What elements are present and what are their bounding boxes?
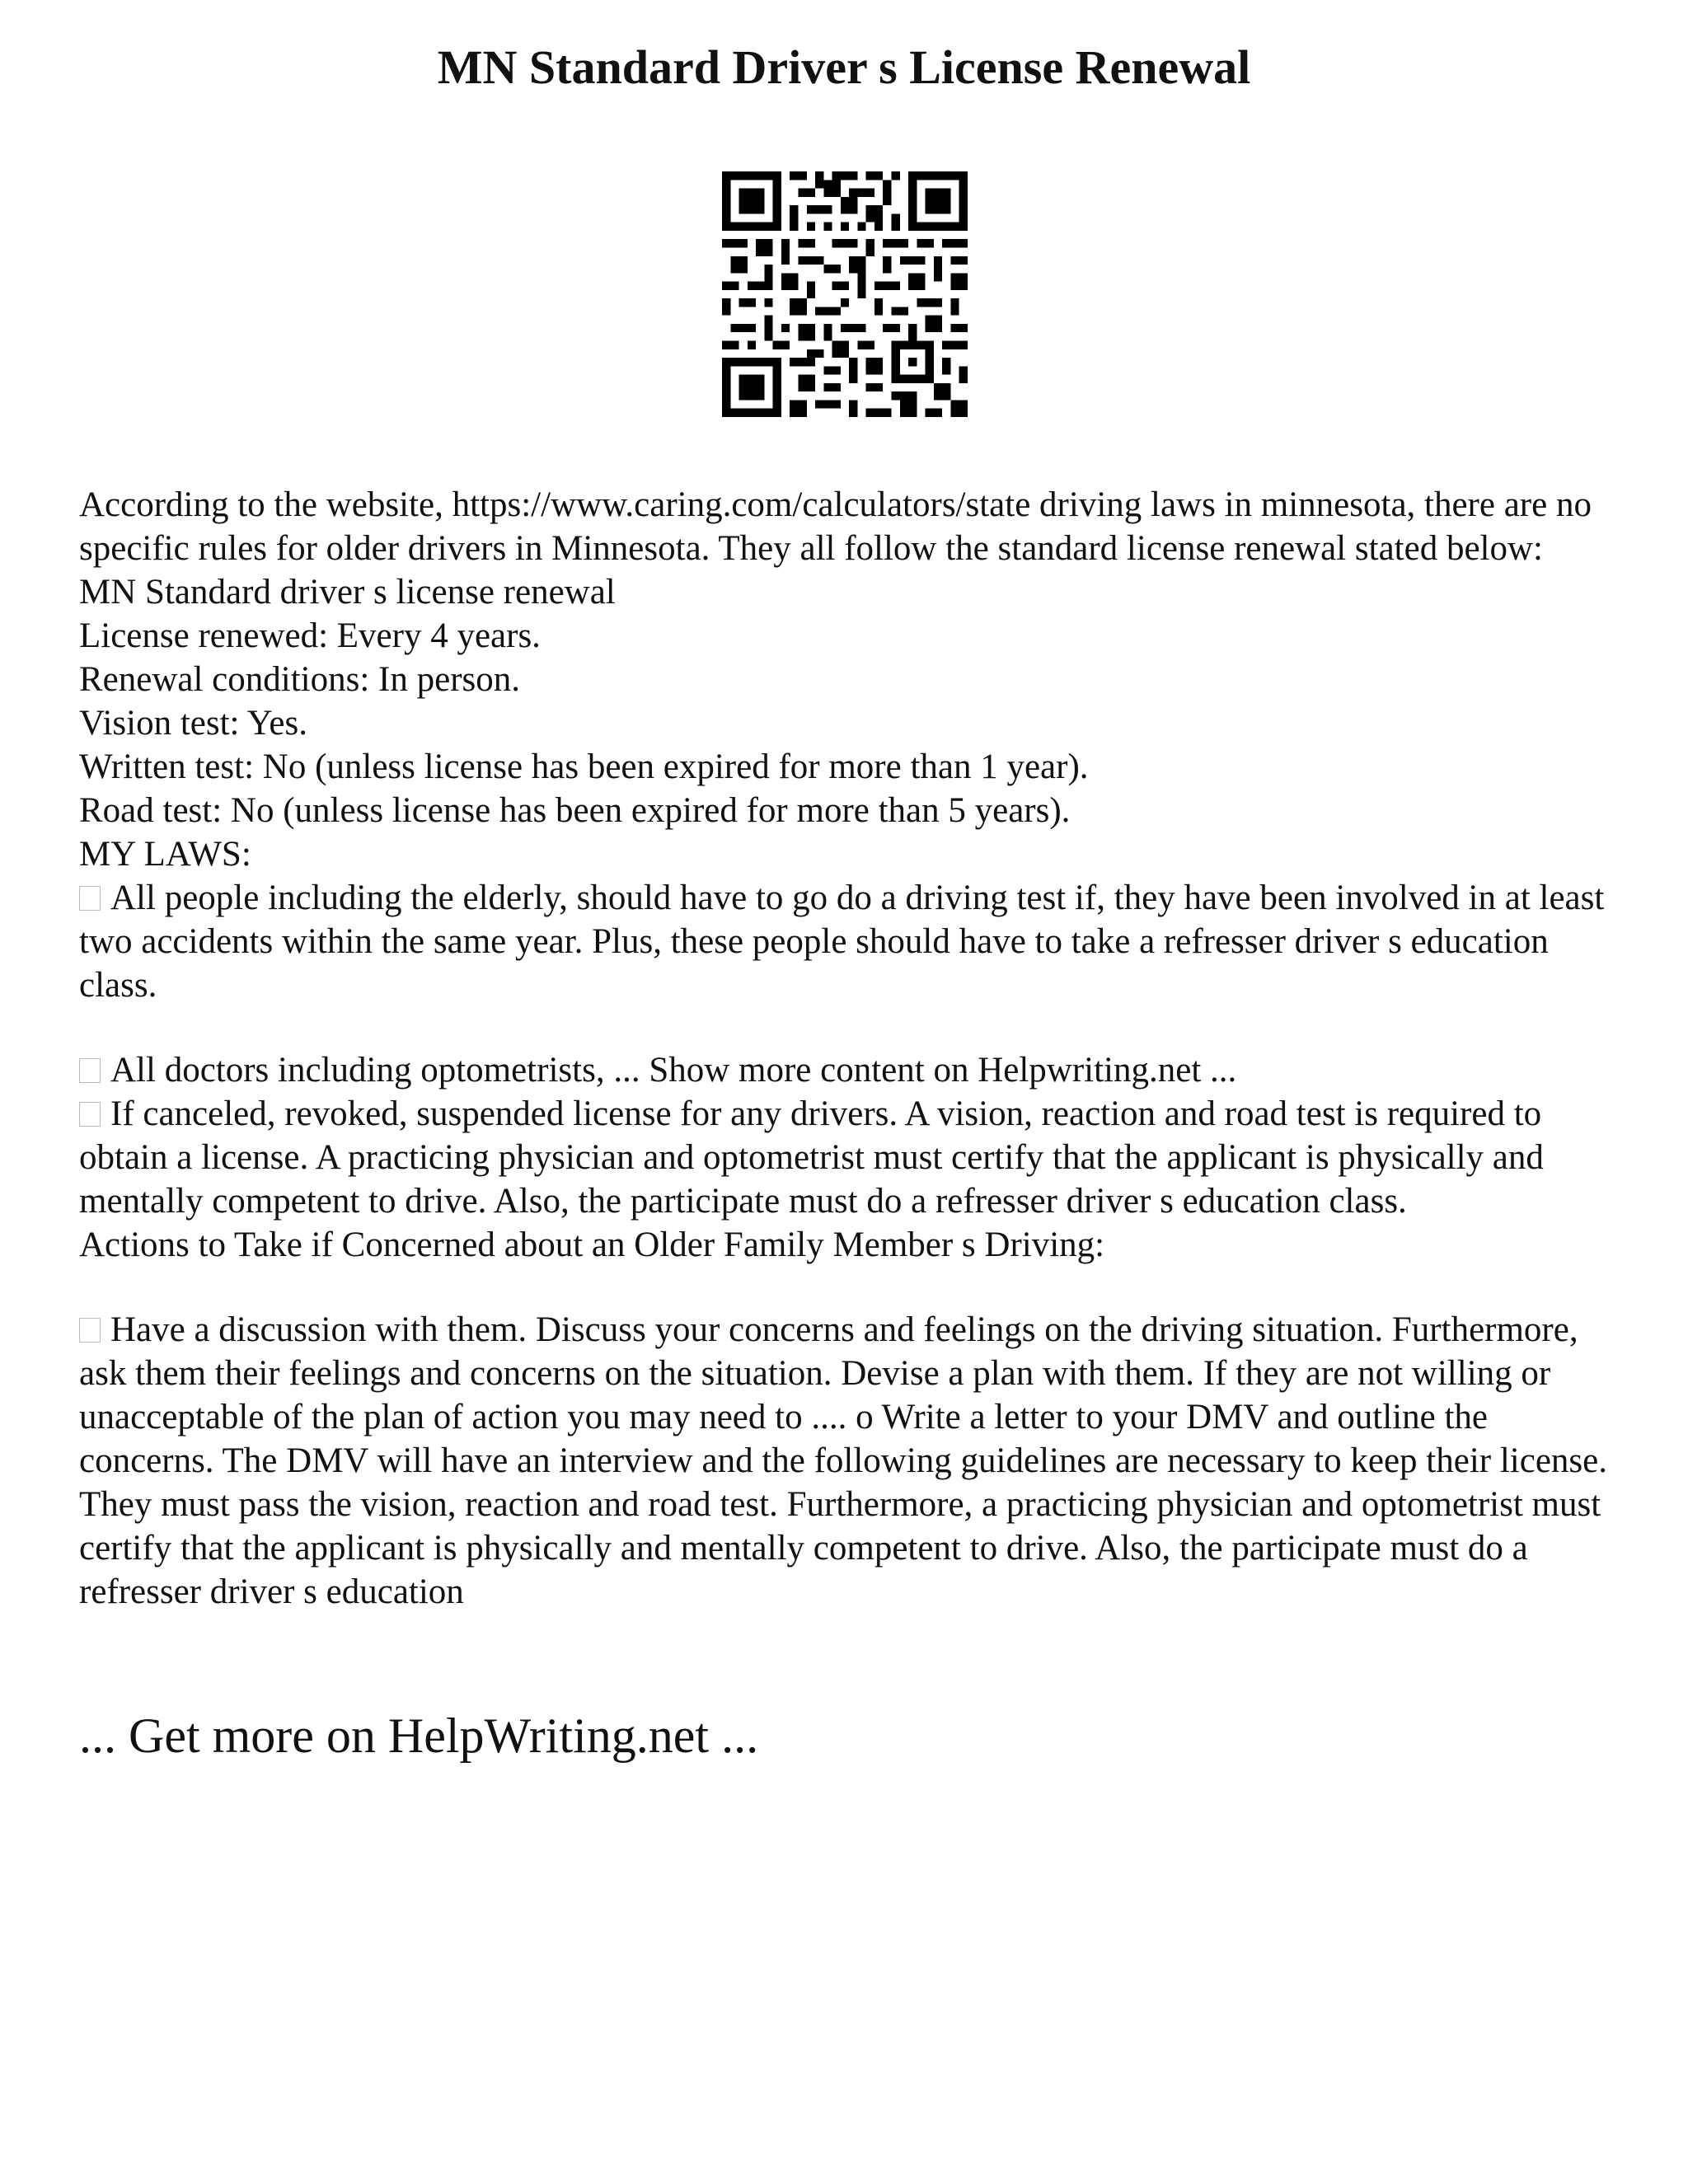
intro-paragraph: According to the website, https://www.caring.com/calculators/state driving laws in minnesota, there are no specific rules for older drivers in Minnesota. They all follow the standard license renewal stated below: xyxy=(79,485,1592,568)
qr-code-graphic xyxy=(722,171,968,417)
list-item-text: If canceled, revoked, suspended license for any drivers. A vision, reaction and road test is required to obtain a license. A practicing physician and optometrist must certify that the applicant is physically and mentally competent to drive. Also, the participate must do a refresser driver s education class. xyxy=(79,1094,1544,1221)
bullet-box-icon xyxy=(79,886,101,911)
qr-code-icon xyxy=(722,171,968,417)
bullet-box-icon xyxy=(79,1058,101,1083)
list-item-text: All people including the elderly, should have to go do a driving test if, they have been involved in at least two accidents within the same year. Plus, these people should have to take a refresser driver s education class. xyxy=(79,879,1605,1005)
my-laws-heading: MY LAWS: xyxy=(79,835,251,874)
spacer xyxy=(79,1007,1629,1048)
list-item xyxy=(79,1048,1629,1092)
written-test: Written test: No (unless license has been expired for more than 1 year). xyxy=(79,748,1089,786)
list-item xyxy=(79,1308,1629,1614)
renewal-heading: MN Standard driver s license renewal xyxy=(79,573,616,612)
document-body xyxy=(79,483,1629,1614)
list-item-text: All doctors including optometrists, ... Show more content on Helpwriting.net ... xyxy=(110,1051,1237,1090)
renewal-conditions: Renewal conditions: In person. xyxy=(79,660,521,699)
helpwriting-link[interactable]: ... Get more on HelpWriting.net ... xyxy=(79,1708,759,1763)
list-item-text: Have a discussion with them. Discuss your concerns and feelings on the driving situation. Furthermore, ask them their feelings and concerns on the situation. Devise a plan with them. If they are not willing or unacceptable of the plan of action you may need to .... o Write a letter to your DMV and outline the concerns. The DMV will have an interview and the following guidelines are necessary to keep their license. They must pass the vision, reaction and road test. Furthermore, a practicing physician and optometrist must certify that the applicant is physically and mentally competent to drive. Also, the participate must do a refresser driver s education xyxy=(79,1310,1607,1611)
list-item xyxy=(79,876,1629,1007)
renewal-frequency: License renewed: Every 4 years. xyxy=(79,616,541,655)
actions-heading: Actions to Take if Concerned about an Older Family Member s Driving: xyxy=(79,1226,1105,1264)
bullet-box-icon xyxy=(79,1102,101,1127)
bullet-box-icon xyxy=(79,1318,101,1343)
list-item xyxy=(79,1092,1629,1223)
road-test: Road test: No (unless license has been expired for more than 5 years). xyxy=(79,791,1071,830)
page-title: MN Standard Driver s License Renewal xyxy=(437,40,1251,94)
vision-test: Vision test: Yes. xyxy=(79,704,307,743)
spacer xyxy=(79,1267,1629,1308)
